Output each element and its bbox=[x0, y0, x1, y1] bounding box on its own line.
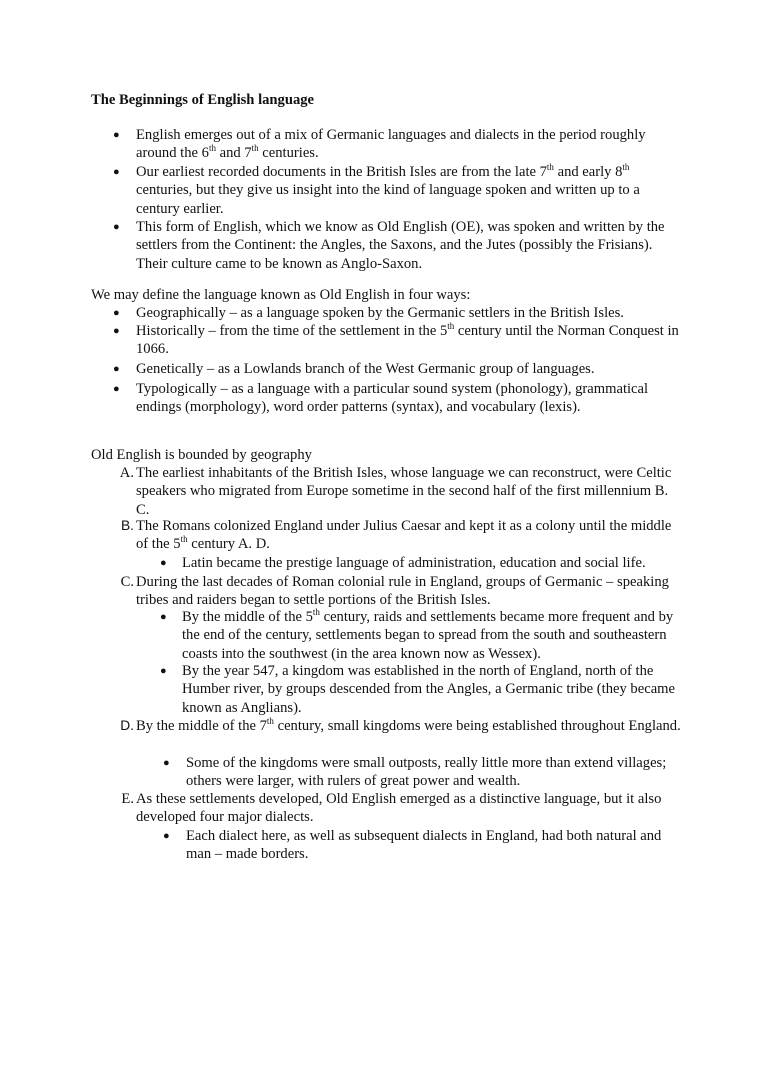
list-letter-c: C. bbox=[120, 574, 134, 590]
define-bullet-3: Genetically – as a Lowlands branch of the West Germanic group of languages. bbox=[136, 361, 595, 377]
define-bullet-2: Historically – from the time of the settlement in the 5th century until the Norman Conquest in 1066. bbox=[136, 321, 679, 358]
list-letter-b: B. bbox=[120, 518, 134, 533]
intro-bullet-3: This form of English, which we know as Old English (OE), was spoken and written by the settlers from the Continent: the Angles, the Saxons, and the Jutes (possibly the Frisians). Their culture came to be known as Anglo-Saxon. bbox=[136, 219, 665, 272]
bullet-icon: ● bbox=[163, 757, 170, 769]
geo-item-b: The Romans colonized England under Julius Caesar and kept it as a colony until the middle of the 5th century A. D. bbox=[136, 518, 672, 553]
intro-bullet-1: English emerges out of a mix of Germanic languages and dialects in the period roughly around the 6th and 7th centuries. bbox=[136, 127, 646, 162]
geo-item-b-sub-1: Latin became the prestige language of administration, education and social life. bbox=[182, 555, 646, 571]
define-intro: We may define the language known as Old English in four ways: bbox=[91, 287, 471, 303]
geo-item-e: As these settlements developed, Old English emerged as a distinctive language, but it also developed four major dialects. bbox=[136, 791, 662, 826]
geo-item-c: During the last decades of Roman colonial rule in England, groups of Germanic – speaking tribes and raiders began to settle portions of the British Isles. bbox=[136, 574, 669, 609]
bullet-icon: ● bbox=[113, 363, 120, 375]
geo-item-d: By the middle of the 7th century, small kingdoms were being established throughout England. bbox=[136, 716, 681, 734]
bullet-icon: ● bbox=[113, 221, 120, 233]
bullet-icon: ● bbox=[113, 325, 120, 337]
geo-item-c-sub-1: By the middle of the 5th century, raids and settlements became more frequent and by the end of the century, settlements began to spread from the south and southeastern coasts into the southwest (in the area known now as Wessex). bbox=[182, 607, 674, 662]
list-letter-d: D. bbox=[120, 718, 134, 733]
geo-item-a: The earliest inhabitants of the British Isles, whose language we can reconstruct, were Celtic speakers who migrated from Europe sometime in the second half of the first millennium B. C. bbox=[136, 465, 672, 518]
geo-item-e-sub-1: Each dialect here, as well as subsequent dialects in England, had both natural and man – made borders. bbox=[186, 828, 662, 863]
document-title: The Beginnings of English language bbox=[91, 92, 315, 108]
geo-item-c-sub-2: By the year 547, a kingdom was established in the north of England, north of the Humber river, by groups descended from the Angles, a Germanic tribe (they became known as Anglians). bbox=[182, 663, 675, 716]
bullet-icon: ● bbox=[160, 665, 167, 677]
bullet-icon: ● bbox=[160, 557, 167, 569]
intro-bullet-2: Our earliest recorded documents in the British Isles are from the late 7th and early 8th centuries, but they give us insight into the kind of language spoken and written up to a century earlier. bbox=[136, 162, 640, 217]
define-bullet-1: Geographically – as a language spoken by the Germanic settlers in the British Isles. bbox=[136, 305, 624, 321]
bullet-icon: ● bbox=[160, 611, 167, 623]
bullet-icon: ● bbox=[113, 166, 120, 178]
geo-item-d-sub-1: Some of the kingdoms were small outposts, really little more than extend villages; others were larger, with rulers of great power and wealth. bbox=[186, 755, 667, 790]
define-bullet-4: Typologically – as a language with a particular sound system (phonology), grammatical endings (morphology), word order patterns (syntax), and vocabulary (lexis). bbox=[136, 381, 649, 416]
bullet-icon: ● bbox=[113, 383, 120, 395]
list-letter-e: E. bbox=[121, 791, 134, 807]
list-letter-a: A. bbox=[119, 465, 134, 481]
geo-intro: Old English is bounded by geography bbox=[91, 447, 312, 463]
bullet-icon: ● bbox=[163, 830, 170, 842]
bullet-icon: ● bbox=[113, 307, 120, 319]
bullet-icon: ● bbox=[113, 129, 120, 141]
